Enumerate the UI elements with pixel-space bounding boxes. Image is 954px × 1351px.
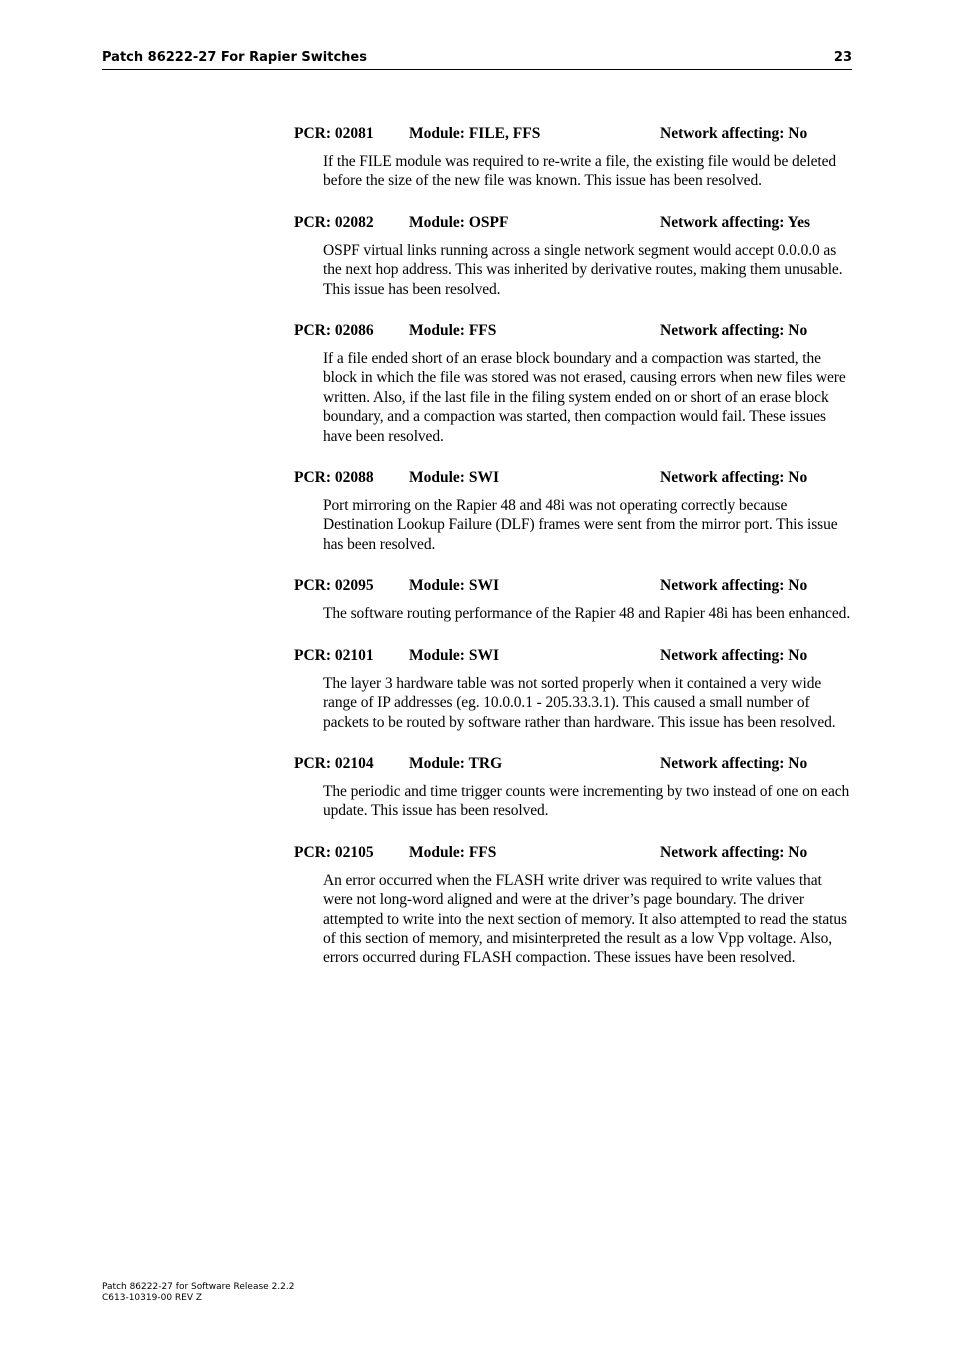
pcr-network-affecting: Network affecting: No [660, 577, 808, 595]
pcr-network-affecting: Network affecting: No [660, 322, 808, 340]
pcr-entry [294, 843, 852, 968]
page-footer [102, 1282, 294, 1304]
pcr-description: The layer 3 hardware table was not sorted properly when it contained a very wide range of IP addresses (eg. 10.0.0.1 - 205.33.3.1). This caused a small number of packets to be routed by software rather than hardware. This issue has been resolved. [323, 674, 836, 731]
pcr-heading [294, 468, 852, 488]
pcr-description: If the FILE module was required to re-write a file, the existing file would be deleted before the size of the new file was known. This issue has been resolved. [323, 153, 837, 190]
pcr-network-affecting: Network affecting: Yes [660, 213, 811, 231]
pcr-id: PCR: 02086 [294, 322, 374, 340]
pcr-id: PCR: 02105 [294, 843, 374, 861]
pcr-entry [294, 321, 852, 446]
pcr-description: Port mirroring on the Rapier 48 and 48i was not operating correctly because Destination Lookup Failure (DLF) frames were sent from the mirror port. This issue has been resolved. [323, 497, 838, 553]
pcr-id: PCR: 02088 [294, 469, 374, 487]
pcr-module: Module: TRG [409, 754, 503, 772]
pcr-module: Module: SWI [409, 646, 499, 664]
pcr-heading [294, 213, 852, 233]
pcr-description: OSPF virtual links running across a single network segment would accept 0.0.0.0 as the next hop address. This was inherited by derivative routes, making them unusable. This issue has been resolved. [323, 241, 843, 298]
pcr-module: Module: SWI [409, 469, 499, 487]
pcr-heading [294, 576, 852, 596]
pcr-network-affecting: Network affecting: No [660, 125, 808, 142]
pcr-entry [294, 576, 852, 623]
pcr-description: The periodic and time trigger counts were incrementing by two instead of one on each update. This issue has been resolved. [323, 782, 850, 820]
pcr-module: Module: FILE, FFS [409, 125, 541, 142]
page-number: 23 [833, 50, 852, 65]
page-header [102, 48, 852, 70]
footer-release: Patch 86222-27 for Software Release 2.2.2 [102, 1282, 295, 1292]
pcr-description: An error occurred when the FLASH write driver was required to write values that were not long-word aligned and were at the driver’s page boundary. The driver attempted to write into the next section of memory. It also attempted to read the status of this section of memory, and misinterpreted the result as a low Vpp voltage. Also, errors occurred during FLASH compaction. These issues have been resolved. [323, 871, 847, 967]
pcr-heading [294, 321, 852, 341]
pcr-id: PCR: 02081 [294, 125, 374, 142]
pcr-module: Module: OSPF [409, 213, 509, 231]
footer-doc-id: C613-10319-00 REV Z [102, 1293, 203, 1303]
pcr-heading [294, 843, 852, 863]
pcr-id: PCR: 02104 [294, 754, 374, 772]
pcr-entry [294, 213, 852, 299]
pcr-network-affecting: Network affecting: No [660, 754, 808, 772]
pcr-entry [294, 124, 852, 191]
pcr-module: Module: FFS [409, 322, 497, 340]
pcr-module: Module: SWI [409, 577, 499, 595]
pcr-network-affecting: Network affecting: No [660, 646, 808, 664]
pcr-heading [294, 124, 852, 144]
pcr-entry [294, 468, 852, 554]
pcr-id: PCR: 02082 [294, 213, 374, 231]
pcr-description: The software routing performance of the Rapier 48 and Rapier 48i has been enhanced. [323, 605, 851, 623]
pcr-entry [294, 646, 852, 732]
pcr-network-affecting: Network affecting: No [660, 469, 808, 487]
pcr-entry [294, 754, 852, 821]
pcr-network-affecting: Network affecting: No [660, 843, 808, 861]
pcr-heading [294, 754, 852, 774]
pcr-description: If a file ended short of an erase block boundary and a compaction was started, the block in which the file was stored was not erased, causing errors when new files were written. Also, if the last file in the filing system ended on or short of an erase block boundary, and a compaction was started, then compaction would fail. These issues have been resolved. [323, 350, 846, 445]
header-title: Patch 86222-27 For Rapier Switches [102, 50, 367, 65]
pcr-module: Module: FFS [409, 843, 497, 861]
pcr-id: PCR: 02095 [294, 577, 374, 595]
pcr-list [294, 124, 852, 968]
pcr-id: PCR: 02101 [294, 646, 374, 664]
pcr-heading [294, 646, 852, 666]
